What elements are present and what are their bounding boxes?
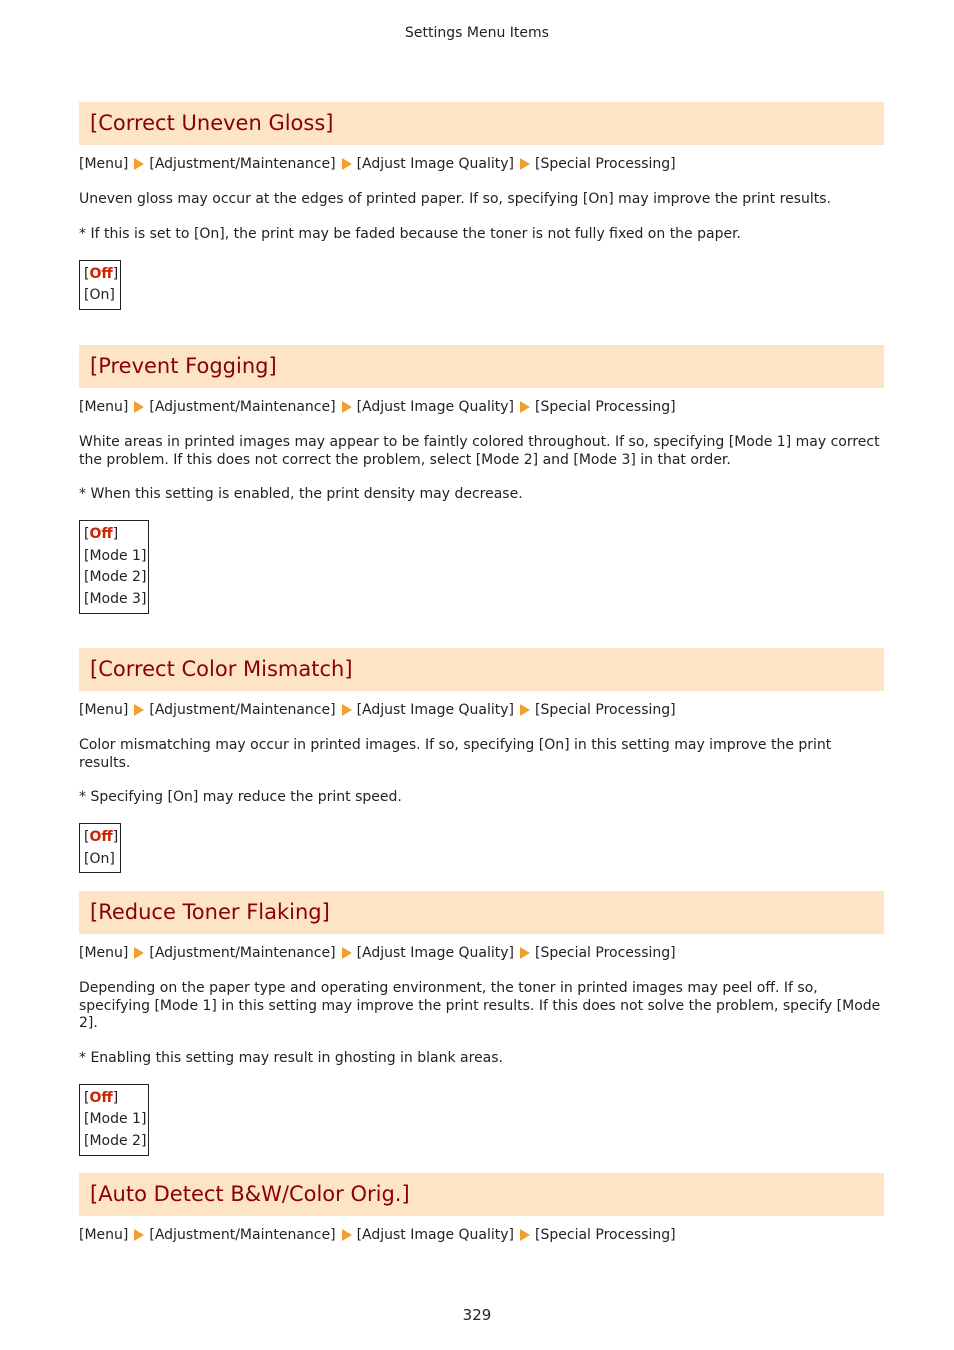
option-default: [Off] (84, 829, 119, 845)
path-arrow-icon (342, 1229, 352, 1241)
path-arrow-icon (342, 947, 352, 959)
option-item: [Mode 1] (84, 547, 147, 564)
path-arrow-icon (520, 158, 530, 170)
path-arrow-icon (520, 947, 530, 959)
section-description: Depending on the paper type and operating environment, the toner in printed images may peel off. If so, specifying [Mode 1] in this setting may improve the print results. If this does not solve the problem, specify [Mode 2]. (79, 980, 881, 1031)
path-adjustment-maintenance: [Adjustment/Maintenance] (149, 945, 336, 961)
path-adjust-image-quality: [Adjust Image Quality] (356, 702, 515, 718)
path-arrow-icon (342, 704, 352, 716)
section-title: [Correct Color Mismatch] (79, 648, 884, 691)
path-adjustment-maintenance: [Adjustment/Maintenance] (149, 399, 336, 415)
path-menu: [Menu] (79, 1227, 129, 1243)
option-item: [On] (84, 850, 115, 867)
section-description: Uneven gloss may occur at the edges of printed paper. If so, specifying [On] may improve the print results. (79, 191, 831, 207)
option-item: [Mode 2] (84, 569, 147, 586)
option-default: [Off] (84, 1089, 119, 1106)
path-adjustment-maintenance: [Adjustment/Maintenance] (149, 156, 336, 172)
path-adjustment-maintenance: [Adjustment/Maintenance] (149, 702, 336, 718)
path-arrow-icon (134, 158, 144, 170)
path-arrow-icon (520, 704, 530, 716)
path-arrow-icon (520, 1229, 530, 1241)
path-special-processing: [Special Processing] (535, 156, 676, 172)
path-arrow-icon (134, 947, 144, 959)
section-prevent-fogging (79, 345, 884, 614)
section-description: Color mismatching may occur in printed images. If so, specifying [On] in this setting may improve the print results. (79, 737, 832, 771)
section-title: [Correct Uneven Gloss] (79, 102, 884, 145)
path-arrow-icon (342, 158, 352, 170)
option-item: [Mode 1] (84, 1111, 147, 1128)
path-menu: [Menu] (79, 702, 129, 718)
path-adjust-image-quality: [Adjust Image Quality] (356, 399, 515, 415)
options-box (79, 1084, 149, 1156)
section-auto-detect-bw-color (79, 1173, 884, 1244)
menu-path (79, 702, 884, 719)
section-note: * Enabling this setting may result in ghosting in blank areas. (79, 1049, 503, 1066)
menu-path (79, 156, 884, 173)
option-default: [Off] (84, 265, 119, 282)
menu-path (79, 945, 884, 962)
option-default: [Off] (84, 526, 119, 542)
section-correct-uneven-gloss (79, 102, 884, 310)
path-special-processing: [Special Processing] (535, 399, 676, 415)
path-menu: [Menu] (79, 399, 129, 415)
menu-path (79, 1227, 884, 1244)
section-note: * Specifying [On] may reduce the print speed. (79, 789, 402, 805)
path-menu: [Menu] (79, 945, 129, 961)
page-header: Settings Menu Items (405, 25, 549, 41)
section-note: * When this setting is enabled, the print density may decrease. (79, 486, 523, 502)
path-adjust-image-quality: [Adjust Image Quality] (356, 1227, 515, 1243)
path-arrow-icon (342, 401, 352, 413)
path-menu: [Menu] (79, 156, 129, 172)
section-note: * If this is set to [On], the print may be faded because the toner is not fully fixed on the paper. (79, 225, 742, 242)
path-adjust-image-quality: [Adjust Image Quality] (356, 945, 515, 961)
option-item: [On] (84, 287, 115, 304)
path-special-processing: [Special Processing] (535, 702, 676, 718)
option-item: [Mode 2] (84, 1132, 147, 1149)
path-adjust-image-quality: [Adjust Image Quality] (356, 156, 515, 172)
default-option-value: Off (89, 1089, 113, 1106)
default-option-value: Off (89, 526, 113, 542)
path-adjustment-maintenance: [Adjustment/Maintenance] (149, 1227, 336, 1243)
section-title: [Reduce Toner Flaking] (79, 891, 884, 934)
default-option-value: Off (89, 265, 113, 282)
options-box (79, 260, 121, 310)
path-arrow-icon (134, 401, 144, 413)
section-description: White areas in printed images may appear to be faintly colored throughout. If so, specifying [Mode 1] may correct the problem. If this does not correct the problem, select [Mode 2] and [Mode 3] in that order. (79, 434, 880, 468)
section-correct-color-mismatch (79, 648, 884, 873)
menu-path (79, 399, 884, 416)
option-item: [Mode 3] (84, 591, 147, 608)
page-number: 329 (462, 1306, 492, 1324)
path-special-processing: [Special Processing] (535, 945, 676, 961)
default-option-value: Off (89, 829, 113, 845)
options-box (79, 520, 149, 614)
options-box (79, 823, 121, 873)
section-title: [Prevent Fogging] (79, 345, 884, 388)
path-arrow-icon (134, 704, 144, 716)
path-arrow-icon (520, 401, 530, 413)
path-arrow-icon (134, 1229, 144, 1241)
section-title: [Auto Detect B&W/Color Orig.] (79, 1173, 884, 1216)
path-special-processing: [Special Processing] (535, 1227, 676, 1243)
section-reduce-toner-flaking (79, 891, 884, 1156)
